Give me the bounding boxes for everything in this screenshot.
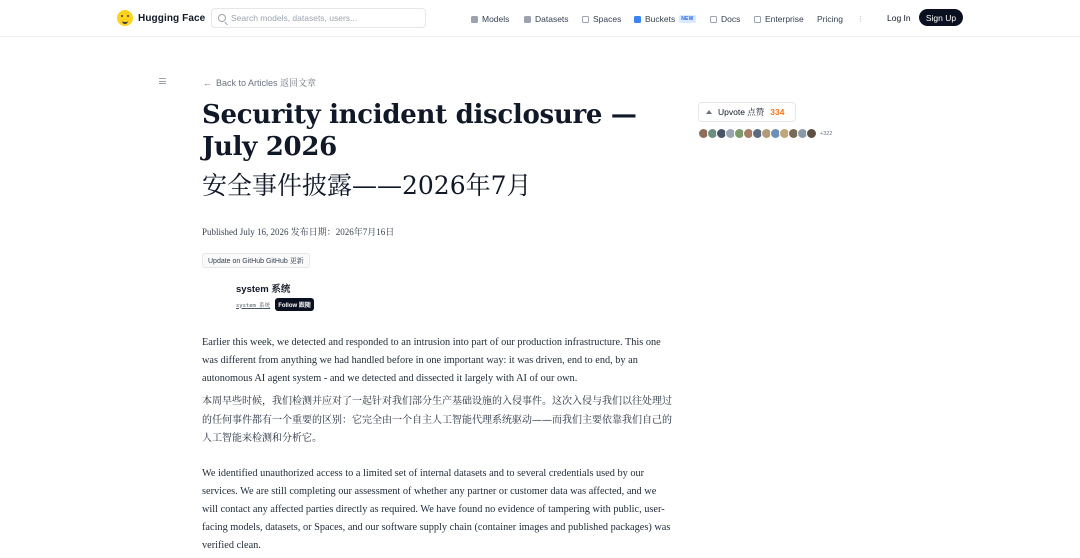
nav-buckets-label: Buckets	[645, 14, 676, 24]
nav-enterprise-label: Enterprise	[765, 14, 804, 24]
brand-link[interactable]	[117, 10, 205, 26]
paragraph-1: Earlier this week, we detected and responded to an intrusion into part of our production infrastructure. This one was different from anything we had handled before in one important way: it was driven, end to end, by an autonomous AI agent system - and we detected and dissected it largely with AI of our own.	[202, 337, 661, 384]
new-badge: NEW	[681, 16, 694, 22]
paragraph-2: We identified unauthorized access to a limited set of internal datasets and to several credentials used by our services. We are still completing our assessment of whether any partner or customer data was affected, and we will contact any affected parties directly as required. We have found no evidence of tampering with public, user-facing models, datasets, or Spaces, and our software supply chain (container images and published packages) was verified clean.	[202, 468, 671, 551]
nav-spaces[interactable]	[582, 13, 621, 25]
more-menu-icon: ⋮	[857, 16, 864, 23]
enterprise-icon	[754, 16, 761, 23]
nav-models-label: Models	[482, 14, 510, 24]
buckets-icon	[634, 16, 641, 23]
nav-datasets[interactable]	[524, 13, 569, 25]
table-of-contents-icon[interactable]	[159, 78, 166, 84]
update-on-github-button[interactable]: Update on GitHub GitHub 更新	[202, 253, 310, 268]
search-icon	[218, 14, 226, 22]
nav-docs[interactable]	[710, 13, 740, 25]
back-label: Back to Articles 返回文章	[216, 78, 317, 88]
nav-models[interactable]	[471, 13, 509, 25]
docs-icon	[710, 16, 717, 23]
avatar	[806, 128, 817, 139]
login-link[interactable]: Log In	[887, 13, 911, 23]
brand-name: Hugging Face	[138, 12, 206, 24]
nav-datasets-label: Datasets	[535, 14, 569, 24]
follow-button[interactable]: Follow 跟随	[275, 298, 314, 311]
upvote-label: Upvote 点赞	[718, 107, 765, 117]
upvote-button[interactable]	[698, 102, 796, 122]
models-icon	[471, 16, 478, 23]
article-title: Security incident disclosure — July 2026	[202, 100, 637, 162]
more-menu[interactable]	[857, 13, 864, 25]
author-block	[236, 281, 314, 311]
paragraph-1-cn: 本周早些时候，我们检测并应对了一起针对我们部分生产基础设施的入侵事件。这次入侵与我们以往处理过的任何事件都有一个重要的区别：它完全由一个自主人工智能代理系统驱动——而我们主要依靠我们自己的人工智能来检测和分析它。	[202, 396, 672, 444]
nav-pricing[interactable]	[817, 13, 843, 25]
nav-buckets[interactable]	[634, 13, 696, 25]
datasets-icon	[524, 16, 531, 23]
top-navbar	[0, 0, 1080, 37]
nav-pricing-label: Pricing	[817, 14, 843, 24]
upvote-count: 334	[770, 107, 785, 117]
arrow-left-icon: ←	[203, 77, 212, 88]
published-date: Published July 16, 2026 发布日期：2026年7月16日	[202, 227, 395, 237]
hugging-face-logo-icon	[117, 10, 133, 26]
upvote-arrow-icon	[706, 110, 712, 114]
nav-enterprise[interactable]	[754, 13, 804, 25]
search-box[interactable]	[211, 8, 426, 28]
nav-spaces-label: Spaces	[593, 14, 622, 24]
author-handle[interactable]: system 系统	[236, 302, 271, 309]
upvoters-avatars[interactable]	[698, 128, 832, 139]
nav-docs-label: Docs	[721, 14, 741, 24]
article-title-cn: 安全事件披露——2026年7月	[202, 171, 532, 200]
signup-button[interactable]: Sign Up	[919, 9, 963, 26]
search-input[interactable]	[231, 13, 421, 23]
spaces-icon	[582, 16, 589, 23]
author-name[interactable]: system 系统	[236, 284, 291, 295]
back-to-articles-link[interactable]	[203, 76, 316, 89]
upvoters-more-count: +322	[820, 130, 833, 137]
